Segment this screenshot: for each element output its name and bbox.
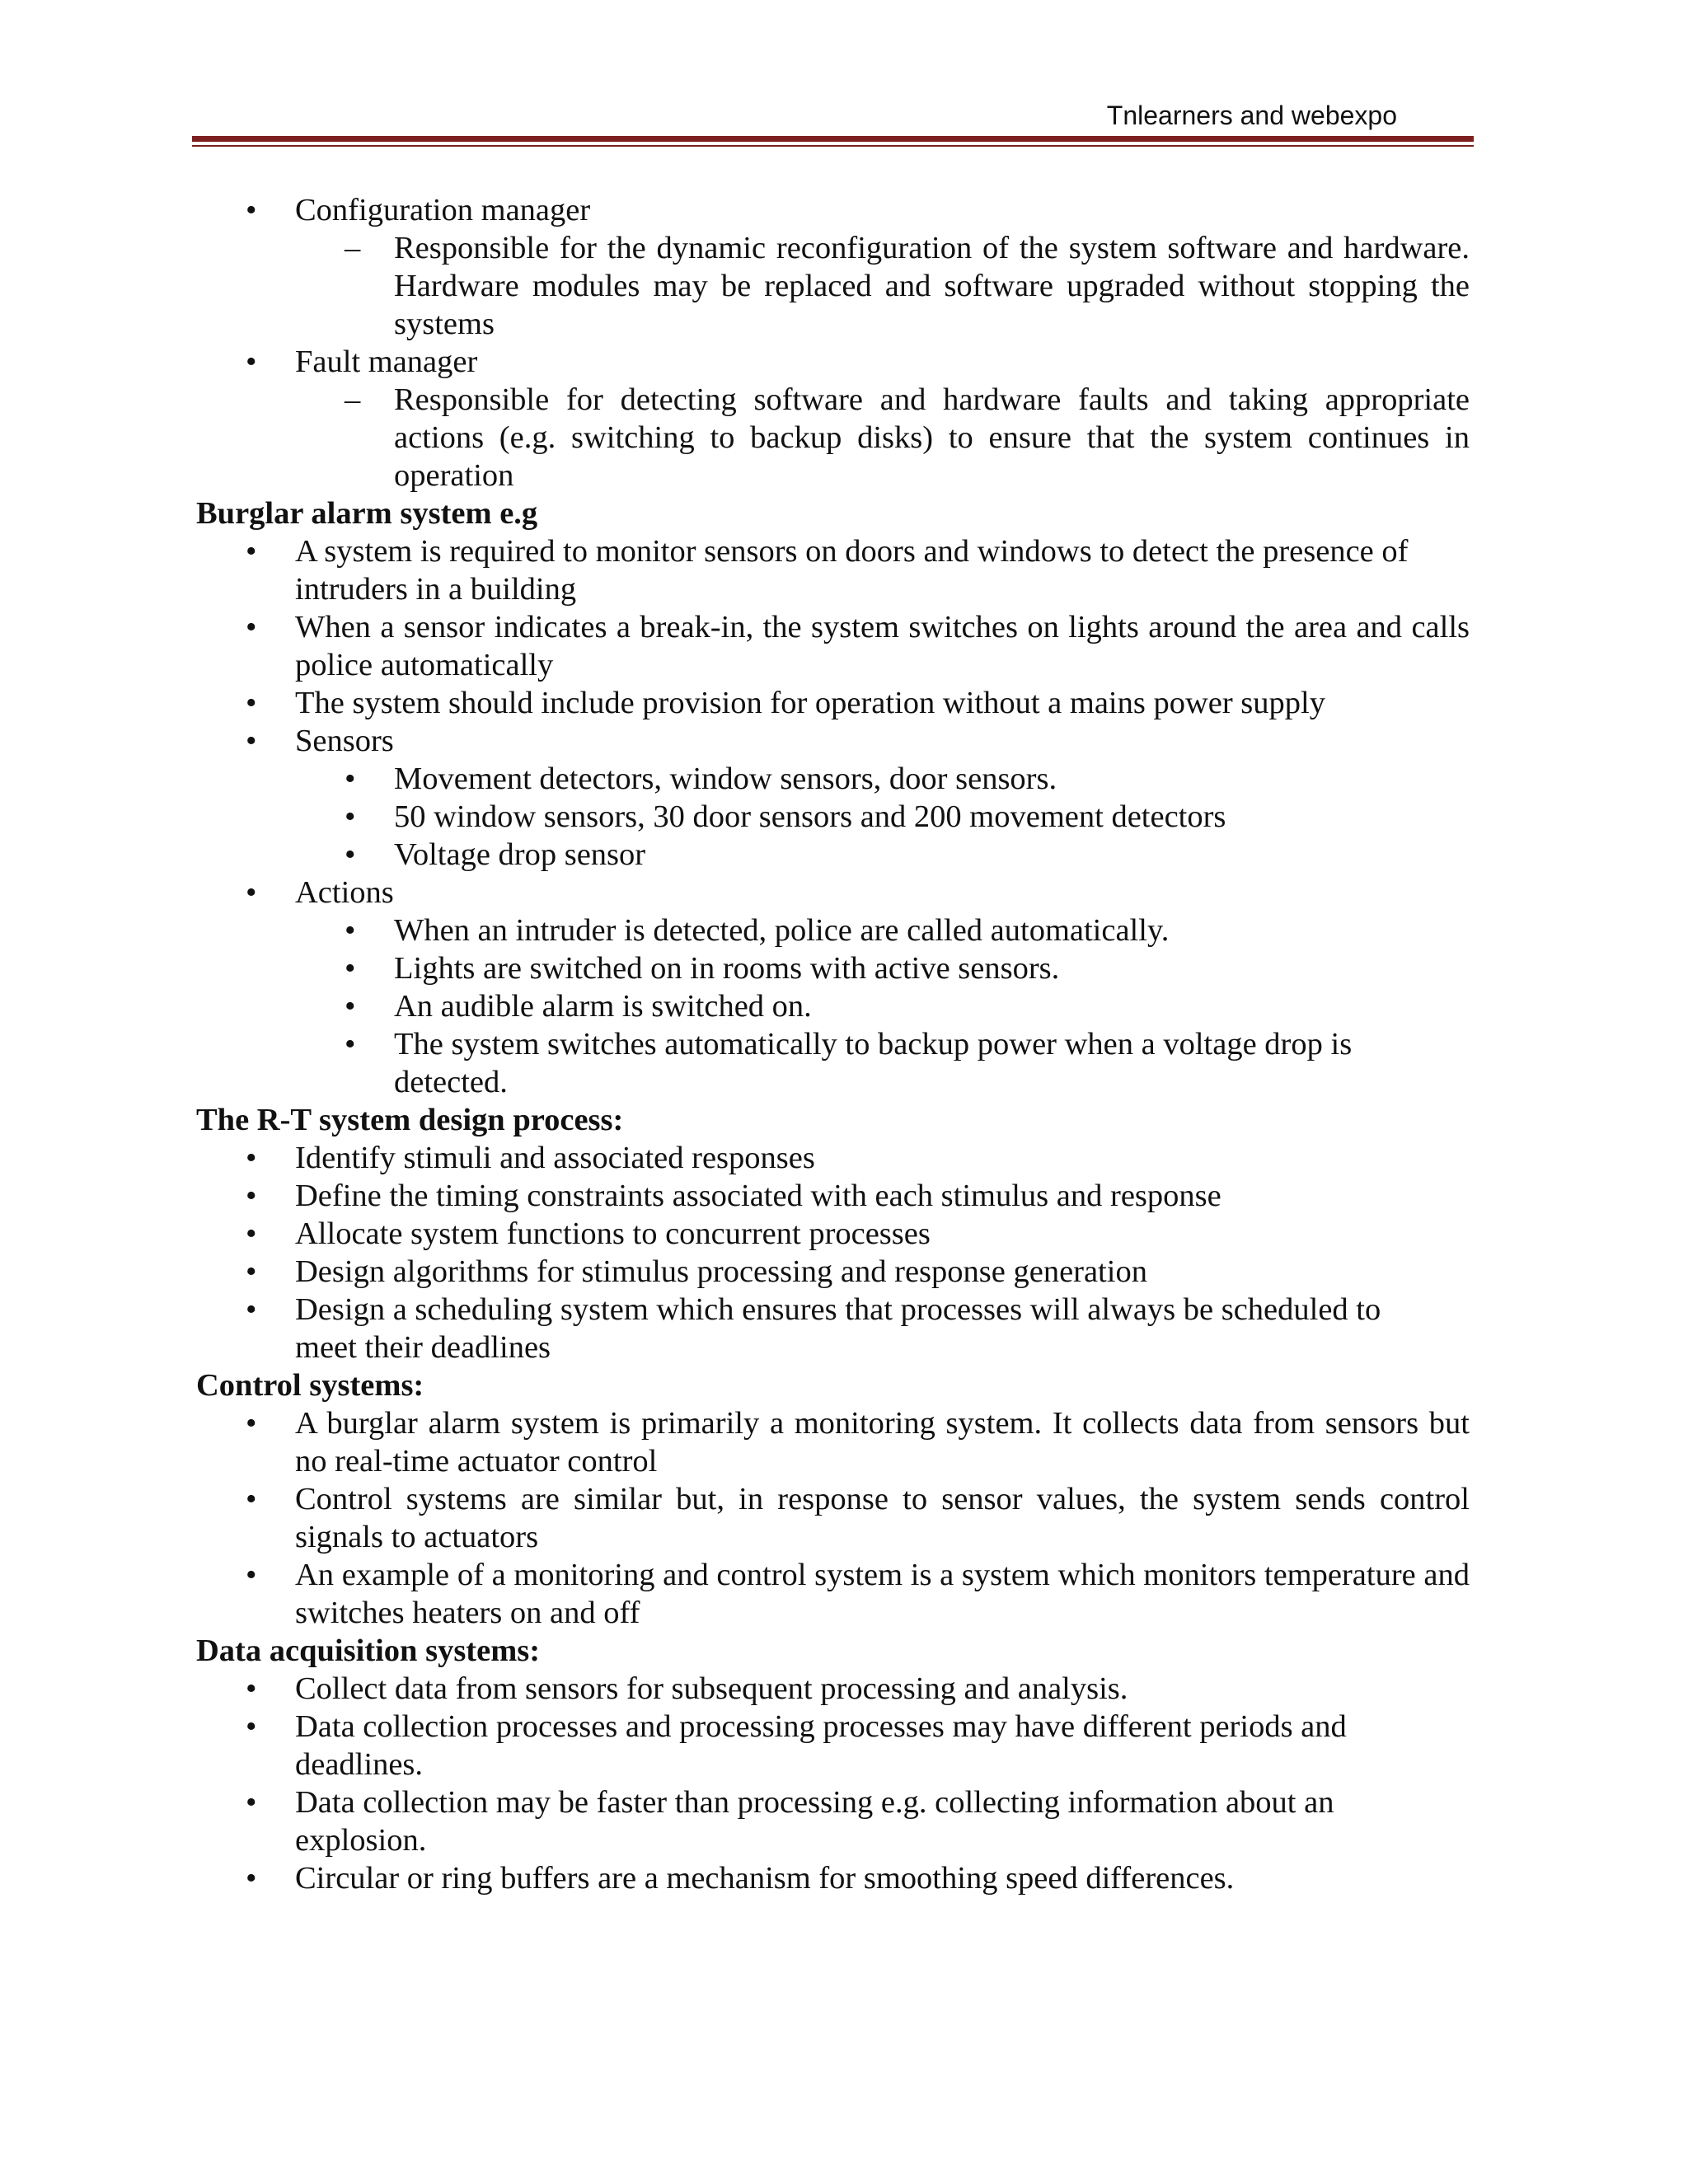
dash-marker: – — [345, 382, 361, 417]
section-heading-rt-design: The R-T system design process: — [196, 1103, 624, 1137]
list-item-text: A burglar alarm system is primarily a monitoring system. It collects data from sensors but no real-time actuator control — [295, 1406, 1470, 1479]
sub-item-text: Responsible for the dynamic reconfiguration of the system software and hardware. Hardware modules may be replaced and software upgraded without stopping the systems — [394, 231, 1470, 341]
page-header: Tnlearners and webexpo — [1106, 101, 1397, 130]
dash-marker: – — [345, 231, 361, 265]
bullet-marker: • — [246, 193, 257, 227]
list-item-text: Control systems are similar but, in response to sensor values, the system sends control signals to actuators — [295, 1482, 1470, 1554]
list-item — [196, 1670, 1470, 1708]
section-heading-control-systems: Control systems: — [196, 1368, 424, 1403]
bullet-marker: • — [246, 1709, 257, 1744]
bullet-marker: • — [246, 724, 257, 758]
list-item — [196, 1556, 1470, 1632]
sub-list-item — [196, 1025, 1470, 1101]
sub-item-fault-manager-desc — [196, 381, 1470, 494]
bullet-marker: • — [246, 1179, 257, 1213]
list-item-text: Circular or ring buffers are a mechanism for smoothing speed differences. — [295, 1861, 1235, 1896]
list-item — [196, 1404, 1470, 1480]
list-item — [196, 608, 1470, 684]
section-heading-burglar-alarm: Burglar alarm system e.g — [196, 496, 538, 531]
header-rule-thick — [192, 136, 1474, 142]
bullet-marker: • — [246, 344, 257, 379]
list-item — [196, 1177, 1470, 1215]
list-item-text: Allocate system functions to concurrent processes — [295, 1216, 931, 1251]
page-content — [196, 191, 1470, 1897]
list-item-text: Configuration manager — [295, 193, 591, 227]
sub-list-item — [196, 987, 1470, 1025]
sub-item-text: Voltage drop sensor — [394, 837, 646, 872]
list-item — [196, 684, 1470, 722]
list-item-text: Collect data from sensors for subsequent processing and analysis. — [295, 1671, 1128, 1706]
bullet-marker: • — [246, 534, 257, 569]
list-item — [196, 532, 1470, 608]
bullet-marker: • — [345, 951, 356, 986]
bullet-marker: • — [246, 1558, 257, 1592]
list-item-text: A system is required to monitor sensors on doors and windows to detect the presence of intruders in a building — [295, 534, 1409, 607]
sub-list-item — [196, 949, 1470, 987]
list-item — [196, 1215, 1470, 1253]
bullet-marker: • — [246, 1216, 257, 1251]
bullet-marker: • — [246, 1671, 257, 1706]
sub-item-text: An audible alarm is switched on. — [394, 989, 812, 1024]
bullet-marker: • — [246, 610, 257, 644]
bullet-marker: • — [246, 1785, 257, 1820]
sub-item-text: Lights are switched on in rooms with active sensors. — [394, 951, 1060, 986]
list-item — [196, 1708, 1470, 1783]
list-item-text: Actions — [295, 875, 394, 910]
list-item-text: Fault manager — [295, 344, 478, 379]
sub-list-item — [196, 760, 1470, 798]
list-item — [196, 1139, 1470, 1177]
bullet-marker: • — [246, 1292, 257, 1327]
list-item-config-manager — [196, 191, 1470, 229]
list-item-text: Data collection processes and processing processes may have different periods and deadlines. — [295, 1709, 1347, 1782]
bullet-marker: • — [345, 799, 356, 834]
section-heading-data-acquisition: Data acquisition systems: — [196, 1633, 541, 1668]
list-item-sensors — [196, 722, 1470, 760]
bullet-marker: • — [246, 875, 257, 910]
list-item-text: Design a scheduling system which ensures that processes will always be scheduled to meet their deadlines — [295, 1292, 1381, 1365]
bullet-marker: • — [345, 837, 356, 872]
list-item — [196, 1783, 1470, 1859]
list-item-actions — [196, 874, 1470, 912]
sub-item-text: Responsible for detecting software and hardware faults and taking appropriate actions (e.g. switching to backup disks) to ensure that the system continues in operation — [394, 382, 1470, 493]
list-item — [196, 1859, 1470, 1897]
list-item-text: Define the timing constraints associated with each stimulus and response — [295, 1179, 1221, 1213]
bullet-marker: • — [345, 762, 356, 796]
list-item-text: Sensors — [295, 724, 394, 758]
bullet-marker: • — [345, 913, 356, 948]
sub-list-item — [196, 912, 1470, 949]
list-item-text: An example of a monitoring and control system is a system which monitors temperature and switches heaters on and off — [295, 1558, 1470, 1630]
bullet-marker: • — [246, 1254, 257, 1289]
list-item-text: When a sensor indicates a break-in, the system switches on lights around the area and calls police automatically — [295, 610, 1470, 682]
list-item-text: Design algorithms for stimulus processing and response generation — [295, 1254, 1147, 1289]
sub-item-text: The system switches automatically to backup power when a voltage drop is detected. — [394, 1027, 1353, 1099]
bullet-marker: • — [345, 989, 356, 1024]
sub-item-text: Movement detectors, window sensors, door sensors. — [394, 762, 1057, 796]
list-item — [196, 1253, 1470, 1291]
sub-item-text: When an intruder is detected, police are called automatically. — [394, 913, 1170, 948]
list-item-fault-manager — [196, 343, 1470, 381]
sub-list-item — [196, 798, 1470, 836]
bullet-marker: • — [246, 1406, 257, 1441]
sub-item-config-manager-desc — [196, 229, 1470, 343]
list-item — [196, 1291, 1470, 1366]
bullet-marker: • — [246, 1482, 257, 1516]
header-rule-thin — [192, 145, 1474, 147]
list-item — [196, 1480, 1470, 1556]
bullet-marker: • — [345, 1027, 356, 1062]
sub-item-text: 50 window sensors, 30 door sensors and 200 movement detectors — [394, 799, 1226, 834]
list-item-text: The system should include provision for operation without a mains power supply — [295, 686, 1325, 720]
list-item-text: Data collection may be faster than processing e.g. collecting information about an explosion. — [295, 1785, 1334, 1858]
bullet-marker: • — [246, 1861, 257, 1896]
list-item-text: Identify stimuli and associated responses — [295, 1141, 815, 1175]
bullet-marker: • — [246, 1141, 257, 1175]
sub-list-item — [196, 836, 1470, 874]
bullet-marker: • — [246, 686, 257, 720]
